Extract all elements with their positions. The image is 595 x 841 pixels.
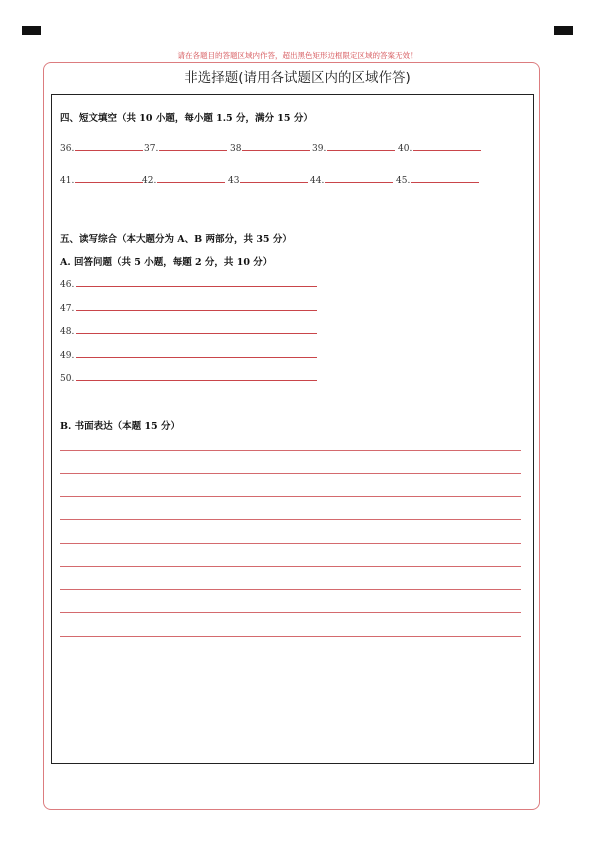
answer-area-warning: 请在各题目的答题区域内作答，超出黑色矩形边框限定区域的答案无效！: [177, 51, 418, 60]
writing-line[interactable]: [60, 589, 521, 590]
answer-line-46[interactable]: 46.: [60, 278, 317, 290]
writing-line[interactable]: [60, 612, 521, 613]
blank-37[interactable]: 37.: [144, 142, 227, 154]
blank-44[interactable]: 44.: [310, 174, 393, 186]
answer-line-49[interactable]: 49.: [60, 349, 317, 361]
blank-39[interactable]: 39.: [312, 142, 395, 154]
page-title: 非选择题(请用各试题区内的区域作答): [184, 70, 411, 86]
writing-line[interactable]: [60, 473, 521, 474]
partA-title: A. 回答问题（共 5 小题，每题 2 分，共 10 分）: [60, 257, 273, 268]
blank-45[interactable]: 45.: [396, 174, 479, 186]
blank-41[interactable]: 41.: [60, 174, 143, 186]
answer-line-48[interactable]: 48.: [60, 325, 317, 337]
alignment-mark-left: [22, 26, 41, 35]
writing-line[interactable]: [60, 496, 521, 497]
answer-line-47[interactable]: 47.: [60, 302, 317, 314]
partB-title: B. 书面表达（本题 15 分）: [60, 421, 180, 432]
writing-line[interactable]: [60, 519, 521, 520]
section4-title: 四、短文填空（共 10 小题，每小题 1.5 分，满分 15 分）: [60, 113, 313, 124]
writing-line[interactable]: [60, 566, 521, 567]
blank-38[interactable]: 38: [230, 142, 310, 154]
answer-line-50[interactable]: 50.: [60, 372, 317, 384]
writing-line[interactable]: [60, 543, 521, 544]
blank-43[interactable]: 43: [228, 174, 308, 186]
blank-42[interactable]: 42.: [142, 174, 225, 186]
blank-40[interactable]: 40.: [398, 142, 481, 154]
alignment-mark-right: [554, 26, 573, 35]
section5-title: 五、读写综合（本大题分为 A、B 两部分，共 35 分）: [60, 234, 292, 245]
writing-line[interactable]: [60, 450, 521, 451]
blank-36[interactable]: 36.: [60, 142, 143, 154]
writing-line[interactable]: [60, 636, 521, 637]
